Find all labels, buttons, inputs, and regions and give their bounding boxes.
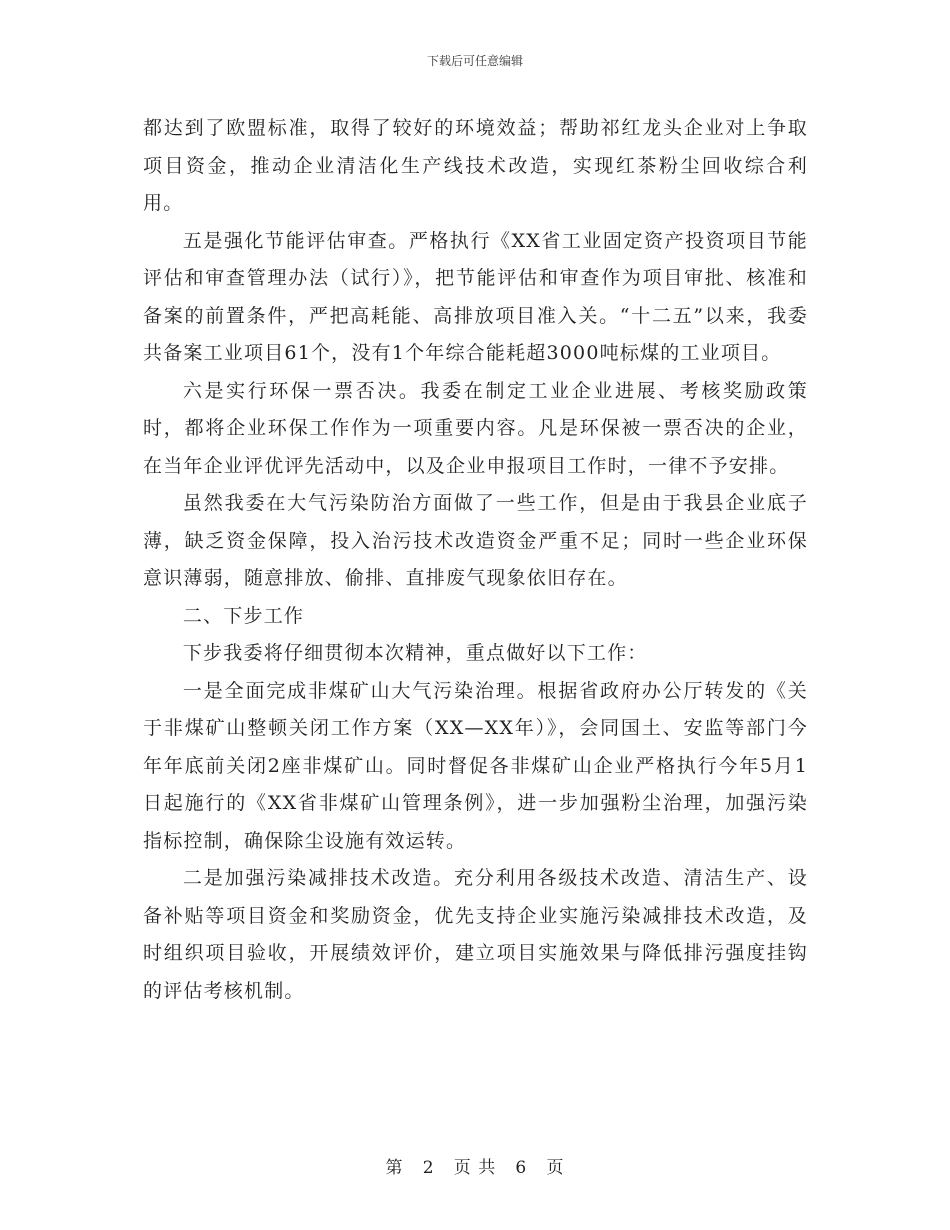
page-footer	[0, 1153, 950, 1178]
header-text: 下载后可任意编辑	[426, 54, 523, 68]
section-heading-next-steps: 二、下步工作	[182, 604, 305, 627]
current-page-number: 2	[422, 1158, 435, 1178]
page-label-prefix: 第	[385, 1158, 404, 1178]
page-header	[0, 52, 950, 69]
page-label-middle: 页 共	[453, 1158, 497, 1178]
paragraph-problems: 虽然我委在大气污染防治方面做了一些工作，但是由于我县企业底子薄，缺乏资金保障，投入治污技术改造资金严重不足；同时一些企业环保意识薄弱，随意排放、偷排、直排废气现象依旧存在。	[143, 492, 808, 589]
paragraph-energy-assessment: 五是强化节能评估审查。严格执行《XX省工业固定资产投资项目节能评估和审查管理办法（试行）》，把节能评估和审查作为项目审批、核准和备案的前置条件，严把高耗能、高排放项目准入关。“十二五”以来，我委共备案工业项目61个，没有1个年综合能耗超3000吨标煤的工业项目。	[143, 229, 808, 364]
document-body	[143, 110, 808, 1010]
paragraph-emission-reduction: 二是加强污染减排技术改造。充分利用各级技术改造、清洁生产、设备补贴等项目资金和奖励资金，优先支持企业实施污染减排技术改造，及时组织项目验收，开展绩效评价，建立项目实施效果与降低排污强度挂钩的评估考核机制。	[143, 867, 808, 1002]
paragraph-environmental-veto: 六是实行环保一票否决。我委在制定工业企业进展、考核奖励政策时，都将企业环保工作作为一项重要内容。凡是环保被一票否决的企业，在当年企业评优评先活动中，以及企业申报项目工作时，一律不予安排。	[143, 379, 808, 477]
paragraph-continuation: 都达到了欧盟标准，取得了较好的环境效益；帮助祁红龙头企业对上争取项目资金，推动企业清洁化生产线技术改造，实现红茶粉尘回收综合利用。	[143, 117, 808, 214]
paragraph-next-steps-intro: 下步我委将仔细贯彻本次精神，重点做好以下工作：	[182, 642, 648, 664]
paragraph-mine-pollution: 一是全面完成非煤矿山大气污染治理。根据省政府办公厅转发的《关于非煤矿山整顿关闭工作方案（XX—XX年）》，会同国土、安监等部门今年年底前关闭2座非煤矿山。同时督促各非煤矿山企业严格执行今年5月1日起施行的《XX省非煤矿山管理条例》，进一步加强粉尘治理，加强污染指标控制，确保除尘设施有效运转。	[143, 679, 808, 852]
total-pages-number: 6	[515, 1158, 528, 1178]
page-label-suffix: 页	[546, 1158, 565, 1178]
